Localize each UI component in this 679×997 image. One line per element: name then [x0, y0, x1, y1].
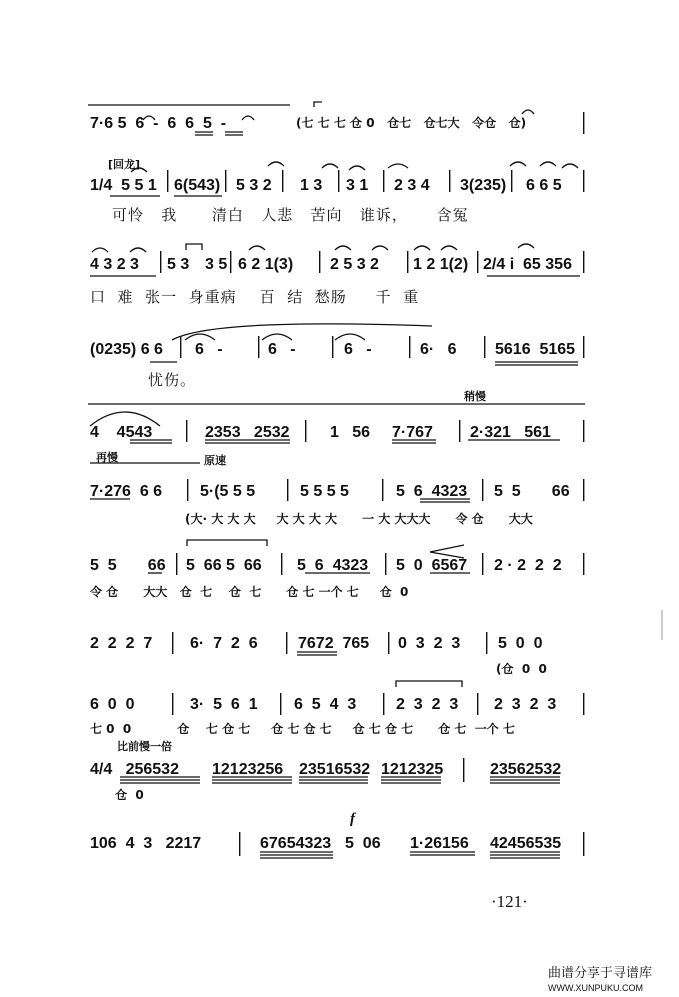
- tie: [335, 334, 365, 340]
- row-11-measure: 1·26156: [410, 835, 469, 852]
- row-8-measure: 6· 7 2 6: [190, 635, 258, 652]
- slur: [388, 164, 408, 168]
- footer-url: WWW.XUNPUKU.COM: [548, 983, 643, 993]
- row-6-measure: 5·(5 5 5: [200, 483, 256, 500]
- row-11-measure: 42456535: [490, 835, 562, 852]
- row-6-measure: 7·276 6 6: [90, 483, 163, 500]
- slur: [510, 162, 526, 166]
- row-10-measure: 12123256: [212, 761, 284, 778]
- slur: [372, 246, 388, 250]
- row-7-measure: 5 0 6567: [396, 557, 468, 574]
- bracket-mark: [314, 102, 322, 107]
- row-7-percussion: 令 仓 大大 仓 七 仓 七 仓 七 一个 七 仓 0: [90, 585, 409, 599]
- row-4-measure: 6 -: [195, 341, 223, 358]
- row-10-percussion: 仓 0: [115, 788, 144, 802]
- row-3-measure: 4 3 2 3: [90, 256, 139, 273]
- row-9-percussion: 七 0 0 仓 七 仓 七 仓 七 仓 七 仓 七 仓 七 仓 七 一个 七: [90, 722, 515, 736]
- footer-text: 曲谱分享于寻谱库: [548, 966, 653, 981]
- row-7-measure: 2 · 2 2 2: [494, 557, 562, 574]
- row-2-measure: 1 3: [300, 177, 323, 194]
- row-6-measure: 5 6 4323: [396, 483, 468, 500]
- row-6-measure: 5 5 66: [494, 483, 570, 500]
- fermata: [242, 116, 254, 120]
- row-2-lyrics: 可怜 我 清白 人悲 苦向 谁诉， 含冤: [112, 206, 469, 224]
- slur: [130, 248, 146, 252]
- row-3-measure: 2 5 3 2: [330, 256, 379, 273]
- row-2-measure: 6 6 5: [526, 177, 562, 194]
- row-2-measure: 1/4 5 5 1: [90, 177, 157, 194]
- row-10-measure: 1212325: [381, 761, 444, 778]
- row-8-measure: 5 0 0: [498, 635, 543, 652]
- slur: [562, 164, 578, 168]
- row-7-measure: 5 6 4323: [297, 557, 369, 574]
- row-5-measure: 1 56: [330, 424, 371, 441]
- slur: [518, 244, 534, 248]
- bracket-mark: [186, 244, 202, 250]
- row-10-measure: 4/4 256532: [90, 761, 179, 778]
- tempo-mark-shaoman: 稍慢: [464, 390, 486, 403]
- row-9-measure: 2 3 2 3: [494, 696, 557, 713]
- row-9-measure: 2 3 2 3: [396, 696, 459, 713]
- tempo-mark-zaiman: 再慢: [96, 451, 118, 464]
- row-2-measure: 5 3 2: [236, 177, 272, 194]
- row-3-measure: 6 2 1(3): [238, 256, 294, 273]
- row-4-lyrics: 忧伤。: [148, 371, 197, 389]
- row-3-measure: 1 2 1(2): [413, 256, 469, 273]
- row-2-measure: 6(543): [174, 177, 221, 194]
- row-5-measure: 4 4543: [90, 424, 153, 441]
- row-9-measure: 3· 5 6 1: [190, 696, 258, 713]
- page-number: ·121·: [491, 892, 528, 911]
- tie: [185, 334, 215, 340]
- row-4-measure: (0235) 6 6: [90, 341, 163, 358]
- slur: [335, 246, 351, 250]
- row-10-measure: 23562532: [490, 761, 562, 778]
- row-9-measure: 6 0 0: [90, 696, 135, 713]
- slur: [441, 246, 457, 250]
- row-7-measure: 5 66 5 66: [186, 557, 262, 574]
- row-8-measure: 7672 765: [298, 635, 370, 652]
- row-5-measure: 2·321 561: [470, 424, 551, 441]
- row-4-measure: 6 -: [268, 341, 296, 358]
- row-10-measure: 23516532: [299, 761, 371, 778]
- row-1-percussion: (七 七 七 仓 0 仓七 仓七大 令仓 仓): [296, 116, 527, 130]
- row-4-measure: 6· 6: [420, 341, 457, 358]
- row-8-percussion: (仓 0 0: [496, 662, 547, 676]
- row-11-measure: 106 4 3 2217: [90, 835, 202, 852]
- tempo-mark-yuansu: 原速: [204, 454, 226, 467]
- row-3-lyrics: 口 难 张一 身重病 百 结 愁肠 千 重: [90, 288, 420, 306]
- slur: [268, 162, 284, 166]
- row-3-measure: 3 5: [205, 256, 228, 273]
- row-8-measure: 2 2 2 7: [90, 635, 153, 652]
- row-5-measure: 7·767: [392, 424, 433, 441]
- huilong-mark: [回龙]: [108, 158, 141, 171]
- row-11-measure: 67654323: [260, 835, 332, 852]
- bracket-mark: [396, 681, 462, 687]
- row-4-measure: 5616 5165: [495, 341, 576, 358]
- slur: [349, 166, 365, 170]
- tie: [262, 334, 292, 340]
- slur: [322, 164, 338, 168]
- forte-mark: f: [350, 811, 355, 827]
- slur: [92, 248, 108, 252]
- tempo-mark-slower: 比前慢一倍: [117, 740, 172, 753]
- bracket-mark: [187, 540, 267, 546]
- row-2-measure: 3(235): [460, 177, 507, 194]
- fermata: [522, 110, 534, 114]
- row-11-measure: 5 06: [345, 835, 381, 852]
- row-3-measure: 2/4 i 65 356: [483, 256, 572, 273]
- slur: [414, 246, 430, 250]
- row-2-measure: 3 1: [346, 177, 369, 194]
- barline: [583, 112, 584, 134]
- row-6-measure: 5 5 5 5: [300, 483, 349, 500]
- row-4-measure: 6 -: [344, 341, 372, 358]
- row-8-measure: 0 3 2 3: [398, 635, 461, 652]
- row-1-melody: 7·6 5 6 - 6 6 5 -: [90, 115, 227, 132]
- row-2-measure: 2 3 4: [394, 177, 430, 194]
- slur: [540, 162, 556, 166]
- row-3-measure: 5 3: [167, 256, 190, 273]
- row-9-measure: 6 5 4 3: [294, 696, 357, 713]
- slur: [249, 246, 265, 250]
- row-6-percussion: (大· 大 大 大 大 大 大 大 一 大 大大大 令 仓 大大: [185, 512, 533, 526]
- row-7-measure: 5 5 66: [90, 557, 166, 574]
- row-5-measure: 2353 2532: [205, 424, 290, 441]
